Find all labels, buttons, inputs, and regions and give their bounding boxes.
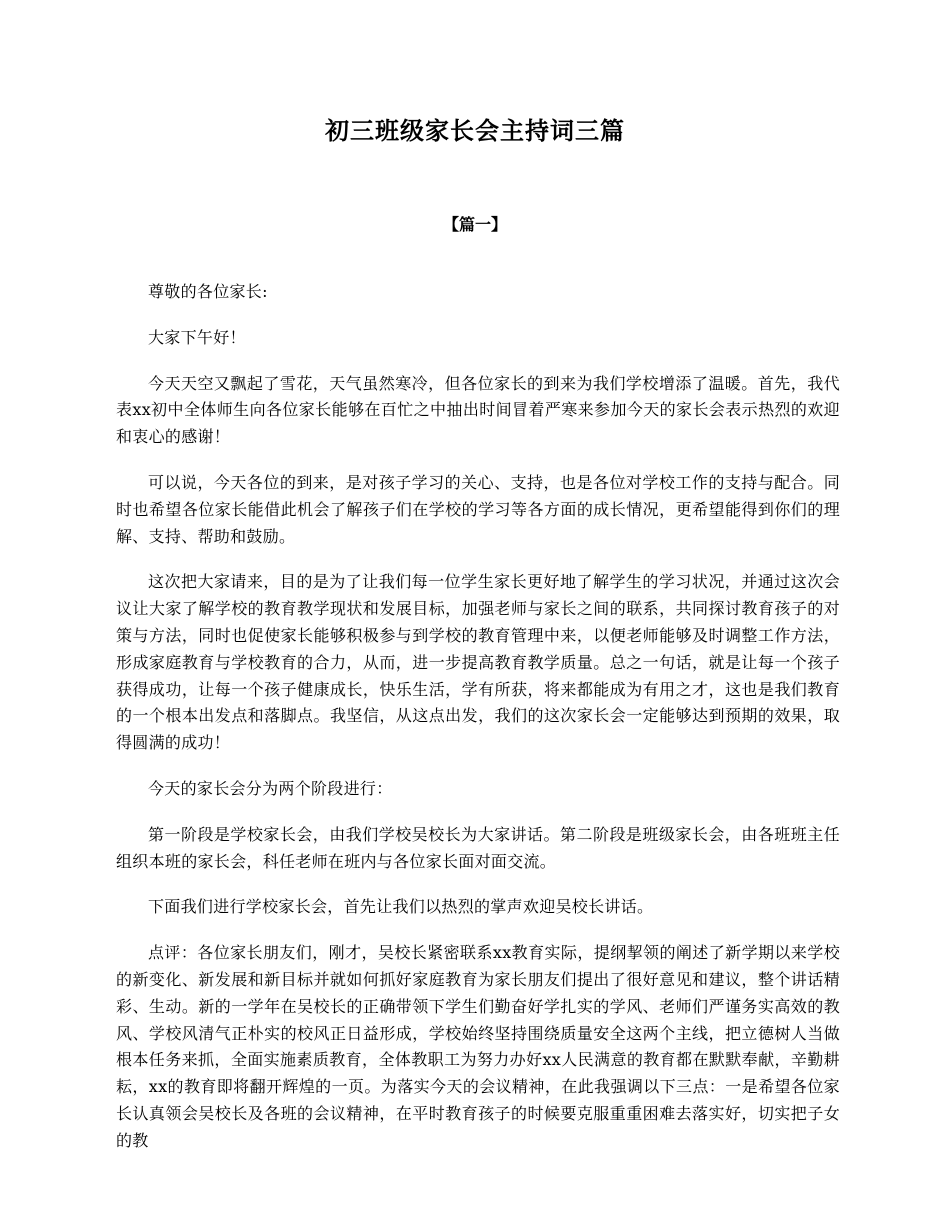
paragraph-support: 可以说，今天各位的到来，是对孩子学习的关心、支持，也是各位对学校工作的支持与配合。同时也希望各位家长能借此机会了解孩子们在学校的学习等各方面的成长情况，更希望能得到你们的理解、支持、帮助和鼓励。	[116, 472, 840, 546]
paragraph-stages-intro: 今天的家长会分为两个阶段进行：	[148, 778, 393, 798]
document-body	[116, 279, 840, 1174]
paragraph-salutation: 尊敬的各位家长:	[148, 282, 268, 301]
paragraph-comment: 点评：各位家长朋友们，刚才，吴校长紧密联系xx教育实际，提纲挈领的阐述了新学期以来学校的新变化、新发展和新目标并就如何抓好家庭教育为家长朋友们提出了很好意见和建议，整个讲话精彩、生动。新的一学年在吴校长的正确带领下学生们勤奋好学扎实的学风、老师们严谨务实高效的教风、学校风清气正朴实的校风正日益形成，学校始终坚持围绕质量安全这两个主线，把立德树人当做根本任务来抓，全面实施素质教育，全体教职工为努力办好xx人民满意的教育都在默默奉献，辛勤耕耘，xx的教育即将翻开辉煌的一页。为落实今天的会议精神，在此我强调以下三点：一是希望各位家长认真领会吴校长及各班的会议精神，在平时教育孩子的时候要克服重重困难去落实好，切实把子女的教	[116, 943, 840, 1150]
paragraph-principal-intro: 下面我们进行学校家长会，首先让我们以热烈的掌声欢迎吴校长讲话。	[148, 897, 654, 917]
paragraph-welcome: 今天天空又飘起了雪花，天气虽然寒冷，但各位家长的到来为我们学校增添了温暖。首先，我代表xx初中全体师生向各位家长能够在百忙之中抽出时间冒着严寒来参加今天的家长会表示热烈的欢迎和衷心的感谢！	[116, 373, 840, 447]
section-heading: 【篇一】	[442, 215, 507, 234]
paragraph-greeting: 大家下午好！	[148, 327, 246, 347]
document-title: 初三班级家长会主持词三篇	[325, 116, 625, 145]
paragraph-stages: 第一阶段是学校家长会，由我们学校吴校长为大家讲话。第二阶段是班级家长会，由各班班主任组织本班的家长会，科任老师在班内与各位家长面对面交流。	[116, 824, 840, 871]
paragraph-purpose: 这次把大家请来，目的是为了让我们每一位学生家长更好地了解学生的学习状况，并通过这次会议让大家了解学校的教育教学现状和发展目标，加强老师与家长之间的联系，共同探讨教育孩子的对策与方法，同时也促使家长能够积极参与到学校的教育管理中来，以便老师能够及时调整工作方法，形成家庭教育与学校教育的合力，从而，进一步提高教育教学质量。总之一句话，就是让每一个孩子获得成功，让每一个孩子健康成长，快乐生活，学有所获，将来都能成为有用之才，这也是我们教育的一个根本出发点和落脚点。我坚信，从这点出发，我们的这次家长会一定能够达到预期的效果，取得圆满的成功！	[116, 572, 840, 753]
